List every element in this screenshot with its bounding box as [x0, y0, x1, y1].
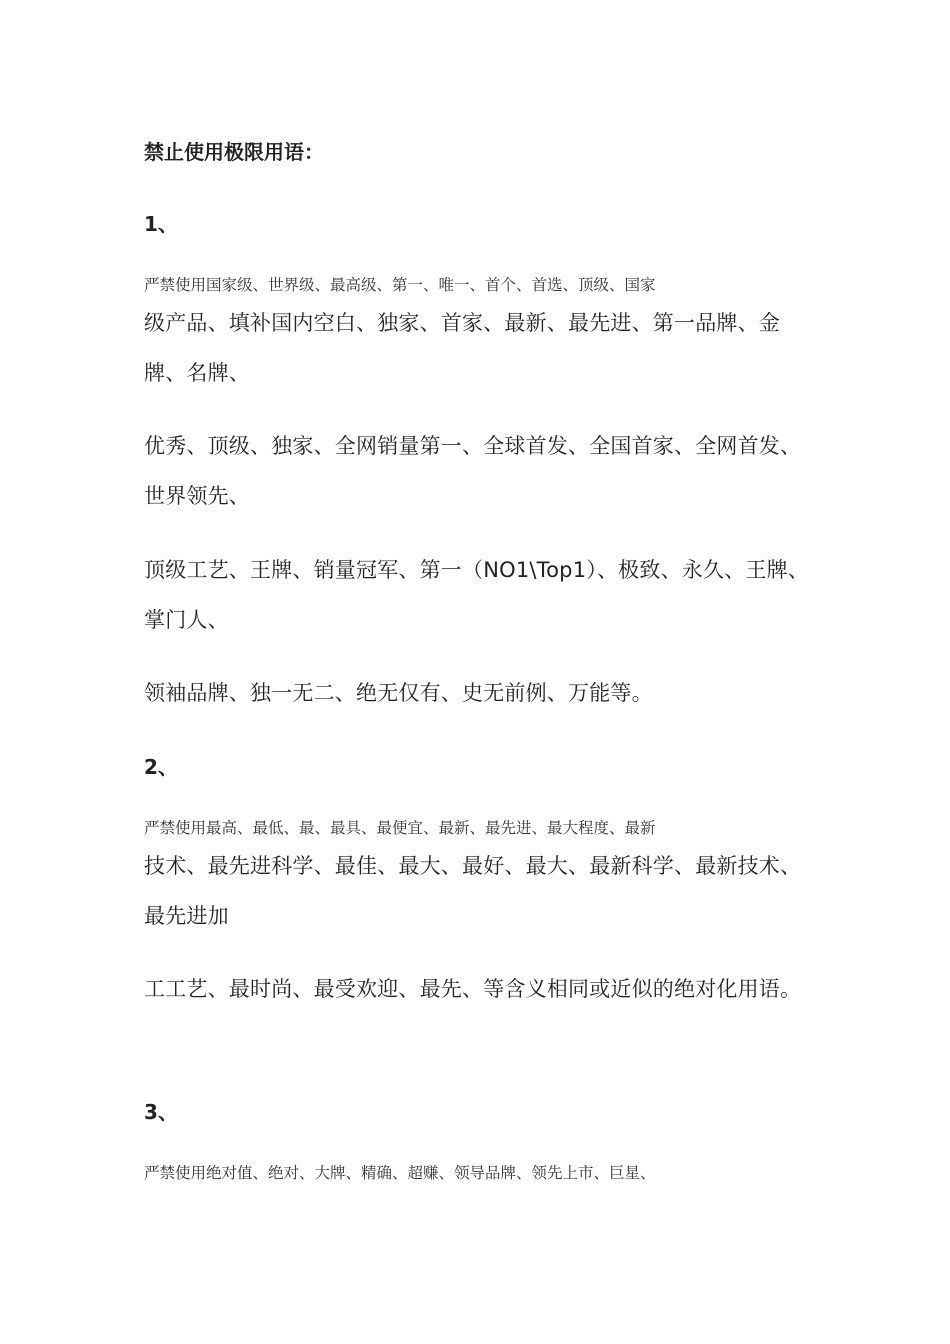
section-2-paragraph-2: 工工艺、最时尚、最受欢迎、最先、等含义相同或近似的绝对化用语。 [144, 977, 802, 1001]
section-3-number: 3、 [144, 1100, 178, 1124]
section-1-paragraph-1: 级产品、填补国内空白、独家、首家、最新、最先进、第一品牌、金牌、名牌、 [144, 311, 780, 385]
section-1-paragraph-4: 领袖品牌、独一无二、绝无仅有、史无前例、万能等。 [144, 681, 653, 705]
section-1-paragraph-2: 优秀、顶级、独家、全网销量第一、全球首发、全国首家、全网首发、世界领先、 [144, 434, 802, 508]
document-title: 禁止使用极限用语： [144, 140, 324, 164]
section-2-intro: 严禁使用最高、最低、最、最具、最便宜、最新、最先进、最大程度、最新 [144, 819, 656, 837]
section-3-intro: 严禁使用绝对值、绝对、大牌、精确、超赚、领导品牌、领先上市、巨星、 [144, 1164, 656, 1182]
section-2-number: 2、 [144, 755, 178, 779]
section-2-paragraph-1: 技术、最先进科学、最佳、最大、最好、最大、最新科学、最新技术、最先进加 [144, 854, 802, 928]
section-1-intro: 严禁使用国家级、世界级、最高级、第一、唯一、首个、首选、顶级、国家 [144, 276, 656, 294]
section-1-paragraph-3: 顶级工艺、王牌、销量冠军、第一（NO1\Top1）、极致、永久、王牌、掌门人、 [144, 558, 809, 632]
section-1-number: 1、 [144, 212, 178, 236]
